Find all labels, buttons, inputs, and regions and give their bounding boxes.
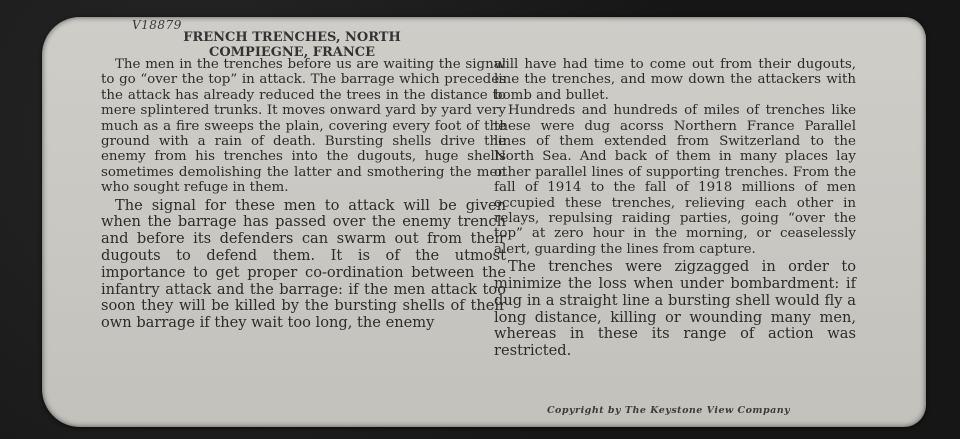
right-column <box>494 57 856 360</box>
left-paragraph-2: The signal for these men to attack will be given when the barrage has passed over the enemy trench and before its defenders can swarm out from their dugouts to defend them. It is of the utmost importance to get proper co-ordination between the infantry attack and the barrage: if the men attack too soon they will be killed by the bursting shells of their own barrage if they wait too long, the enemy <box>101 196 506 332</box>
catalog-number: V18879 <box>132 18 182 32</box>
left-paragraph-1: The men in the trenches before us are waiting the signal to go “over the top” in attack. The barrage which precedes the attack has already reduced the trees in the distance to mere splintered trunks. It moves onward yard by yard very much as a fire sweeps the plain, covering every foot of the ground with a rain of death. Bursting shells drive the enemy from his trenches into the dugouts, huge shells sometimes demolishing the latter and smothering the men who sought refuge in them. <box>101 57 506 196</box>
card-title <box>142 30 442 60</box>
copyright-line: Copyright by The Keystone View Company <box>547 405 791 416</box>
right-paragraph-1: will have had time to come out from their dugouts, line the trenches, and mow down the attackers with bomb and bullet. <box>494 57 856 103</box>
title-line-1: FRENCH TRENCHES, NORTH <box>183 30 401 45</box>
right-paragraph-3: The trenches were zigzagged in order to minimize the loss when under bombardment: if dug in a straight line a bursting shell would fly a long distance, killing or wounding many men, whereas in these its range of action was restricted. <box>494 258 856 360</box>
right-paragraph-2: Hundreds and hundreds of miles of trenches like these were dug acorss Northern France Parallel lines of them extended from Switzerland to the North Sea. And back of them in many places lay other parallel lines of supporting trenches. From the fall of 1914 to the fall of 1918 millions of men occupied these trenches, relieving each other in relays, repulsing raiding parties, going “over the top” at zero hour in the morning, or ceaselessly alert, guarding the lines from capture. <box>494 103 856 257</box>
left-column <box>101 57 506 332</box>
stereoview-card-back <box>42 17 926 427</box>
title-line-2: COMPIEGNE, FRANCE <box>208 45 376 60</box>
